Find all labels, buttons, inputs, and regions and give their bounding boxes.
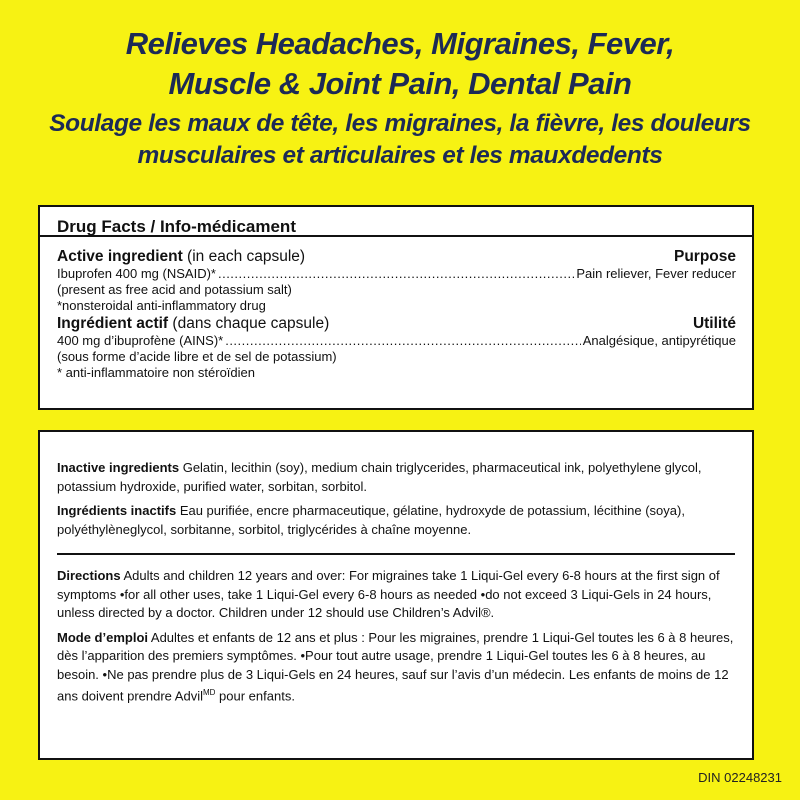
inactive-ingredients-fr — [40, 502, 752, 539]
drug-facts-panel — [38, 205, 754, 410]
headline-fr-line2: musculaires et articulaires et les mauxdedents — [137, 142, 663, 169]
ingredient-en: Ibuprofen 400 mg (NSAID)* — [57, 266, 216, 281]
active-ingredient-note-en: (in each capsule) — [182, 248, 306, 265]
active-ingredient-header-fr — [40, 314, 752, 333]
din-number: DIN 02248231 — [698, 770, 782, 785]
ingredient-note-fr-2: * anti-inflammatoire non stéroïdien — [57, 365, 255, 380]
active-ingredient-header-en — [40, 247, 752, 266]
ingredient-note-en-2: *nonsteroidal anti-inflammatory drug — [57, 298, 266, 313]
directions-label-fr: Mode d’emploi — [57, 629, 148, 645]
directions-label-en: Directions — [57, 568, 121, 583]
inactive-directions-panel — [38, 430, 754, 760]
drug-facts-title: Drug Facts / Info-médicament — [40, 207, 752, 237]
dot-leader — [218, 266, 574, 282]
ingredient-note-en-1: (present as free acid and potassium salt) — [57, 282, 292, 297]
ingredient-note-fr-1: (sous forme d’acide libre et de sel de potassium) — [57, 349, 337, 364]
ingredient-fr: 400 mg d’ibuprofène (AINS)* — [57, 333, 224, 348]
directions-en — [40, 567, 752, 623]
headline-fr-line1: Soulage les maux de tête, les migraines, la fièvre, les douleurs — [49, 110, 751, 137]
inactive-label-en: Inactive ingredients — [57, 460, 180, 475]
ingredient-row-en — [40, 266, 752, 282]
directions-fr — [40, 629, 752, 706]
purpose-label-fr: Utilité — [692, 315, 736, 332]
purpose-fr: Analgésique, antipyrétique — [582, 333, 736, 348]
md-mark: MD — [202, 688, 216, 697]
inactive-ingredients-en — [40, 459, 752, 496]
purpose-en: Pain reliever, Fever reducer — [576, 266, 736, 281]
headline-en-line2: Muscle & Joint Pain, Dental Pain — [168, 66, 632, 101]
dot-leader — [225, 333, 581, 349]
headline-en-line1: Relieves Headaches, Migraines, Fever, — [125, 26, 675, 61]
inactive-text-en: Gelatin, lecithin (soy), medium chain triglycerides, pharmaceutical ink, polyethylene glycol, potassium hydroxide, purified water, sorbitan, sorbitol. — [57, 460, 702, 494]
directions-text-fr-tail: pour enfants. — [215, 688, 295, 704]
inactive-label-fr: Ingrédients inactifs — [57, 503, 177, 518]
active-ingredient-note-fr: (dans chaque capsule) — [168, 315, 330, 332]
active-ingredient-label-en: Active ingredient — [57, 248, 183, 265]
purpose-label: Purpose — [673, 248, 736, 265]
ingredient-row-fr — [40, 333, 752, 349]
inactive-text-fr: Eau purifiée, encre pharmaceutique, gélatine, hydroxyde de potassium, lécithine (soya), polyéthylèneglycol, sorbitanne, sorbitol, triglycérides à chaîne moyenne. — [57, 503, 685, 537]
headline — [0, 24, 800, 172]
directions-text-en: Adults and children 12 years and over: For migraines take 1 Liqui-Gel every 6-8 hours at the first sign of symptoms •for all other uses, take 1 Liqui-Gel every 6-8 hours as needed •do not exceed 3 Liqui-Gels in 24 hours, unless directed by a doctor. Children under 12 should use Children’s Advil®. — [57, 568, 720, 620]
active-ingredient-label-fr: Ingrédient actif — [57, 315, 169, 332]
directions-text-fr: Adultes et enfants de 12 ans et plus : Pour les migraines, prendre 1 Liqui-Gel toutes les 6 à 8 heures, dès l’apparition des premiers symptômes. •Pour tout autre usage, prendre 1 Liqui-Gel toutes les 6 à 8 heures, au besoin. •Ne pas prendre plus de 3 Liqui-Gels en 24 heures, sauf sur l’avis d’un médecin. Les enfants de moins de 12 ans doivent prendre Advil — [57, 629, 734, 704]
section-divider — [57, 553, 735, 555]
